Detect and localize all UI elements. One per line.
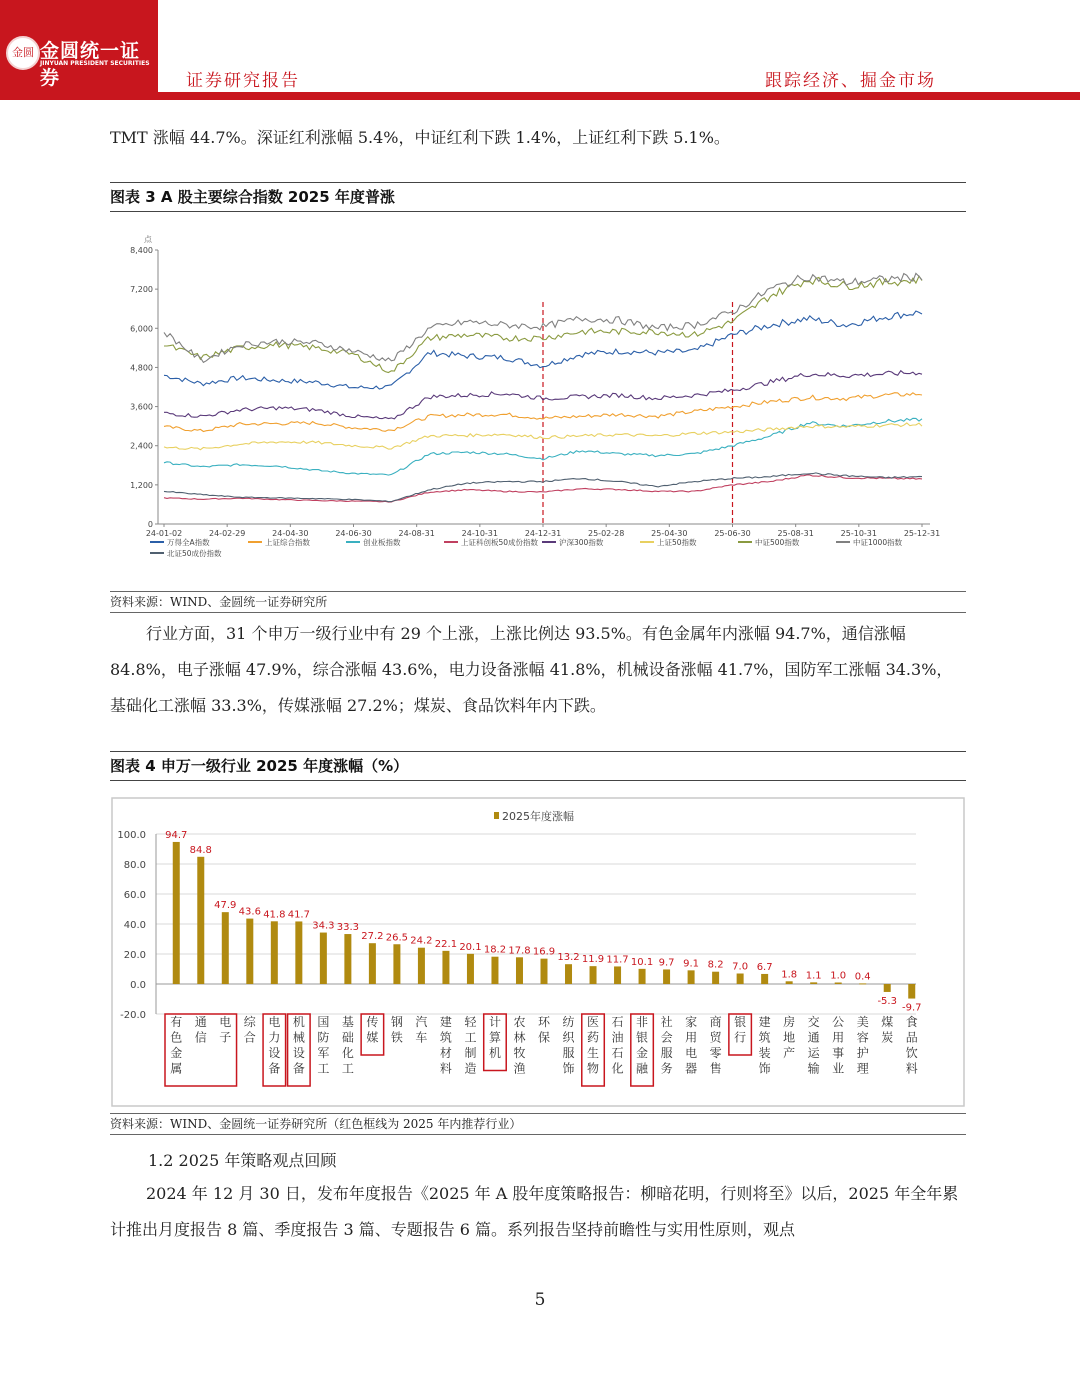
bar [271,921,278,984]
line-chart [110,232,966,588]
category-label: 汽车 [415,1015,428,1045]
legend-label: 上证综合指数 [265,538,310,547]
legend-label: 2025年度涨幅 [502,810,574,823]
figure-4-source: 资料来源：WIND、金圆统一证券研究所（红色框线为 2025 年内推荐行业） [110,1113,966,1135]
y-tick-label: 4,800 [130,363,153,373]
bar-value-label: 27.2 [361,931,384,943]
category-label: 交通运输 [807,1015,820,1076]
category-label: 综合 [243,1015,256,1045]
bar [516,957,523,984]
x-tick-label: 24-04-30 [272,529,309,538]
bar-value-label: 1.8 [781,969,798,981]
bar-value-label: 10.1 [630,956,654,968]
bar-value-label: 6.7 [756,961,773,973]
bar [663,969,670,984]
category-label: 计算机 [488,1015,501,1060]
legend-label: 北证50成份指数 [167,549,222,558]
bar [418,948,425,984]
y-tick-label: 80.0 [123,860,146,871]
bar [908,984,915,999]
industry-paragraph: 行业方面，31 个申万一级行业中有 29 个上涨，上涨比例达 93.5%。有色金属年内涨幅 94.7%，通信涨幅 84.8%，电子涨幅 47.9%，综合涨幅 43.6%，电力设备涨幅 41.8%，机械设备涨幅 41.7%，国防军工涨幅 34.3%，基础化工涨幅 33.3%，传媒涨幅 27.2%；煤炭、食品饮料年内下跌。 [110,624,953,715]
company-logo [0,0,158,96]
bar [688,970,695,984]
bar [614,966,621,984]
intro-line: TMT 涨幅 44.7%。深证红利涨幅 5.4%，中证红利下跌 1.4%，上证红利下跌 5.1%。 [110,128,730,147]
bar-value-label: 11.7 [606,954,629,966]
x-tick-label: 24-02-29 [209,529,246,538]
x-tick-label: 25-02-28 [588,529,625,538]
x-tick-label: 24-01-02 [145,529,183,538]
series-line [164,423,922,450]
bar [712,972,719,984]
bar-value-label: 11.9 [581,954,605,966]
y-tick-label: 60.0 [123,890,146,901]
bar-value-label: 0.4 [854,971,871,983]
bar-value-label: 8.2 [707,959,724,971]
bar-chart [110,796,966,1110]
category-label: 电力设备 [268,1015,281,1076]
category-label: 石油石化 [611,1015,624,1076]
bar [590,966,597,984]
legend-label: 万得全A指数 [167,538,210,547]
bar-value-label: 43.6 [238,906,261,918]
legend-label: 上证科创板50成份指数 [461,538,539,547]
logo-english-name: JINYUAN PRESIDENT SECURITIES [40,60,150,67]
page-number: 5 [534,1290,546,1310]
bar [835,983,842,985]
bar-value-label: 18.2 [483,944,507,956]
x-tick-label: 24-10-31 [461,529,498,538]
y-tick-label: 1,200 [130,480,153,490]
x-tick-label: 24-08-31 [398,529,435,538]
y-tick-label: 0 [147,520,153,529]
legend-label: 中证1000指数 [853,538,903,547]
bar-value-label: 47.9 [214,900,237,912]
bar [786,981,793,984]
figure-4-title: 图表 4 申万一级行业 2025 年度涨幅（%） [110,751,966,781]
header-divider [0,92,1080,100]
legend-label: 沪深300指数 [559,538,604,547]
y-tick-label: 8,400 [130,246,153,255]
y-tick-label: 7,200 [130,285,153,295]
category-label: 非银金融 [636,1015,649,1076]
bar-value-label: 13.2 [557,952,580,964]
bar [467,954,474,984]
category-label: 公用事业 [832,1015,845,1076]
bar-value-label: 7.0 [732,961,749,973]
bar [393,944,400,984]
x-tick-label: 25-10-31 [840,529,877,538]
category-label: 传媒 [366,1015,379,1045]
legend-swatch [494,812,499,819]
bar-value-label: 33.3 [336,922,360,934]
bar-value-label: 16.9 [532,946,556,958]
bar-value-label: 20.1 [459,941,482,953]
y-tick-label: 100.0 [117,830,146,841]
bar-value-label: 26.5 [385,932,409,944]
logo-name: 金圆统一证券 [40,40,141,89]
bar-value-label: 24.2 [410,935,433,947]
bar-value-label: 41.7 [287,909,310,921]
bar [491,957,498,984]
category-label: 轻工制造 [464,1015,477,1076]
bar-value-label: 1.0 [830,970,847,982]
legend-label: 创业板指数 [363,538,401,547]
bar [737,974,744,985]
bar [859,983,866,984]
bar [884,984,891,992]
bar [222,912,229,984]
category-label: 机械设备 [292,1015,305,1076]
bar-value-label: -5.3 [877,995,897,1007]
bar [246,919,253,984]
x-tick-label: 25-04-30 [651,529,688,538]
category-label: 煤炭 [881,1015,894,1045]
y-tick-label: -20.0 [120,1010,146,1021]
x-tick-label: 24-06-30 [335,529,372,538]
bar [320,933,327,984]
bar-value-label: 1.1 [805,970,822,982]
x-tick-label: 24-12-31 [524,529,562,538]
bar-value-label: 9.1 [683,958,700,970]
category-label: 环保 [537,1015,551,1045]
category-label: 银行 [734,1015,747,1045]
bar [810,982,817,984]
bar-value-label: 84.8 [189,844,212,856]
category-label: 建筑材料 [439,1015,452,1076]
category-label: 商贸零售 [709,1015,722,1076]
category-label: 建筑装饰 [758,1015,771,1076]
review-paragraph: 2024 年 12 月 30 日，发布年度报告《2025 年 A 股年度策略报告：柳暗花明，行则将至》以后，2025 年全年累计推出月度报告 8 篇、季度报告 3 篇、专题报告 6 篇。系列报告坚持前瞻性与实用性原则，观点 [110,1184,959,1239]
category-label: 钢铁 [390,1015,403,1045]
category-label: 纺织服饰 [562,1015,575,1076]
bar [344,934,351,984]
category-label: 食品饮料 [905,1015,918,1076]
bar-value-label: 9.7 [658,957,675,969]
x-tick-label: 25-12-31 [903,529,941,538]
bar [639,969,646,984]
figure-3-title: 图表 3 A 股主要综合指数 2025 年度普涨 [110,182,966,212]
category-label: 国防军工 [317,1015,330,1076]
bar [369,943,376,984]
y-unit-label: 点 [144,235,152,244]
bar [197,857,204,984]
category-label: 基础化工 [341,1015,354,1076]
y-tick-label: 40.0 [123,920,146,931]
legend-label: 中证500指数 [755,538,800,547]
bar-value-label: -9.7 [901,1002,922,1014]
y-tick-label: 2,400 [130,441,153,451]
bar [295,921,302,984]
bar-value-label: 94.7 [165,829,188,841]
bar [761,974,768,984]
section-heading: 1.2 2025 年策略观点回顾 [148,1151,337,1170]
category-label: 通信 [194,1015,207,1045]
report-header [0,0,1080,102]
bar-value-label: 34.3 [312,920,335,932]
bar-value-label: 41.8 [263,909,286,921]
y-tick-label: 3,600 [130,402,153,412]
logo-seal-icon: 金圆 [6,36,40,70]
x-tick-label: 25-08-31 [777,529,814,538]
bar [541,959,548,984]
bar-value-label: 17.8 [508,945,531,957]
category-label: 社会服务 [660,1015,673,1076]
legend-label: 上证50指数 [657,538,697,547]
category-label: 有色金属 [170,1015,183,1076]
bar [565,964,572,984]
category-label: 家用电器 [685,1015,698,1076]
bar [173,842,180,984]
category-label: 房地产 [783,1015,796,1060]
report-type: 证券研究报告 [186,71,300,91]
category-label: 医药生物 [587,1015,600,1076]
category-label: 电子 [219,1015,232,1045]
bar [442,951,449,984]
y-tick-label: 6,000 [130,324,153,334]
bar-value-label: 22.1 [434,938,458,950]
category-label: 美容护理 [856,1015,869,1076]
figure-3-source: 资料来源：WIND、金圆统一证券研究所 [110,591,966,613]
category-label: 农林牧渔 [513,1015,526,1076]
report-slogan: 跟踪经济、掘金市场 [765,71,936,91]
x-tick-label: 25-06-30 [714,529,751,538]
y-tick-label: 0.0 [130,980,146,991]
y-tick-label: 20.0 [123,950,146,961]
